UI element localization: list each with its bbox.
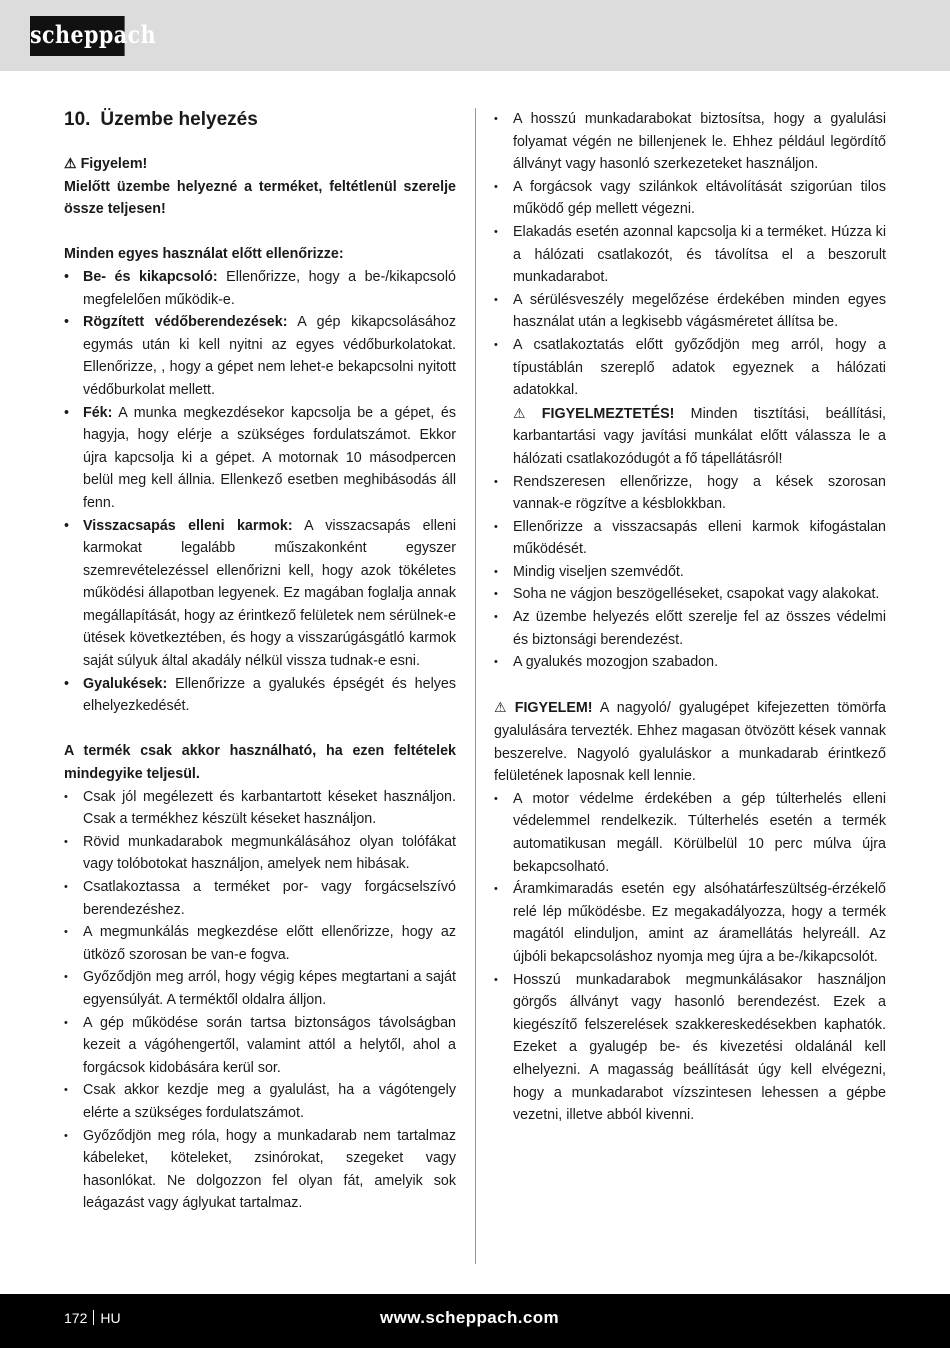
warning-text: Mielőtt üzembe helyezné a terméket, feltétlenül szerelje össze teljesen! — [64, 178, 456, 218]
list-item: • Az üzembe helyezés előtt szerelje fel az összes védelmi és biztonsági berendezést. — [494, 606, 886, 651]
page-indicator — [64, 1310, 121, 1326]
warning-triangle-icon: ⚠ — [64, 155, 77, 171]
left-column — [64, 108, 456, 1215]
list-item — [64, 402, 456, 515]
list-item: • A hosszú munkadarabokat biztosítsa, hogy a gyalulási folyamat végén ne billenjenek le. Ehhez például legördítő állványt vagy hasonló szerkezeteket használjon. — [494, 108, 886, 176]
list-item: • A csatlakoztatás előtt győződjön meg arról, hogy a típustáblán szereplő adatok egyeznek a hálózati adatokkal. — [494, 334, 886, 402]
item-label: Be- és kikapcsoló: — [83, 268, 218, 285]
check-list — [64, 266, 456, 718]
list-item: • A megmunkálás megkezdése előtt ellenőrizze, hogy az ütköző szorosan be van-e fogva. — [64, 921, 456, 966]
list-item: • Áramkimaradás esetén egy alsóhatárfeszültség-érzékelő relé lép működésbe. Ez megakadályozza, hogy a termék magától elinduljon, amint az áramellátás helyreáll. Az újbóli bekapcsoláshoz nyomja meg újra a be-/kikapcsolót. — [494, 878, 886, 968]
list-item: • Hosszú munkadarabok megmunkálásakor használjon görgős állványt vagy hasonló berendezést. Ezek a kiegészítő felszerelések szakkereskedésekben kaphatók. Ezeket a gyalugép be- és kivezetési oldalánál kell elhelyezni. A magasság beállítását úgy kell elvégezni, hogy a munkadarabot vízszintesen lehessen a gépbe vezetni, illetve abból kivenni. — [494, 969, 886, 1127]
list-item: • Győződjön meg róla, hogy a munkadarab nem tartalmaz kábeleket, köteleket, zsinórokat, szegeket vagy hasonlókat. Ne dolgozzon fel olyan fát, amelyik sok leágazást vagy áglyukat tartalmaz. — [64, 1125, 456, 1215]
item-label: Visszacsapás elleni karmok: — [83, 517, 293, 534]
list-item: • Csatlakoztassa a terméket por- vagy forgácselszívó berendezéshez. — [64, 876, 456, 921]
caution-label: FIGYELMEZTETÉS! — [541, 405, 675, 422]
list-item: • Elakadás esetén azonnal kapcsolja ki a terméket. Húzza ki a hálózati csatlakozót, és távolítsa el a beszorult munkadarabot. — [494, 221, 886, 289]
list-item: • A gyalukés mozogjon szabadon. — [494, 651, 886, 674]
spacer — [64, 718, 456, 741]
list-item: • A forgácsok vagy szilánkok eltávolítását szigorúan tilos működő gép mellett végezni. — [494, 176, 886, 221]
list-item: • Ellenőrizze a visszacsapás elleni karmok kifogástalan működését. — [494, 516, 886, 561]
column-divider — [475, 108, 476, 1264]
list-item: • Csak akkor kezdje meg a gyalulást, ha a vágótengely elérte a szükséges fordulatszámot. — [64, 1079, 456, 1124]
check-heading: Minden egyes használat előtt ellenőrizze: — [64, 246, 344, 263]
notice-text: A nagyoló/ gyalugépet kifejezetten tömörfa gyalulására tervezték. Ehhez magasan ötvözött kések vannak beszerelve. Nagyoló gyaluláskor a munkadarab érintkező felületének laposnak kell lennie. — [494, 700, 886, 785]
item-text: A munka megkezdésekor kapcsolja be a gépet, és hagyja, hogy elérje a szükséges fordulatszámot. Ekkor újra kapcsolja ki a gépet. A motornak 10 másodpercen belül meg kell állnia. Ellenkező esetben meghibásodás áll fenn. — [83, 404, 456, 511]
language-code: HU — [100, 1310, 121, 1326]
item-text: Ellenőrizze a gyalukés épségét és helyes elhelyezkedését. — [83, 675, 456, 715]
brand-logo: scheppach — [30, 16, 125, 56]
item-text: A gép kikapcsolásához egymás után ki kell nyitni az egyes védőburkolatokat. Ellenőrizze, , hogy a gépet nem lehet-e bekapcsolni nyitott védőburkolat mellett. — [83, 314, 456, 398]
list-item: • Mindig viseljen szemvédőt. — [494, 561, 886, 584]
spacer — [64, 221, 456, 244]
safety-list-a — [494, 108, 886, 402]
list-item: • Győződjön meg arról, hogy végig képes megtartani a saját egyensúlyát. A terméktől oldalra álljon. — [64, 966, 456, 1011]
list-item: • A motor védelme érdekében a gép túlterhelés elleni védelemmel rendelkezik. Túlterhelés esetén a termék automatikusan megáll. Körülbelül 10 perc múlva újra bekapcsolható. — [494, 788, 886, 878]
safety-list-b — [494, 471, 886, 674]
warning-triangle-icon: ⚠ — [494, 699, 511, 716]
notice-paragraph — [494, 696, 886, 787]
item-label: Fék: — [83, 404, 113, 421]
page-separator — [93, 1310, 94, 1325]
list-item: • Csak jól megélezett és karbantartott késeket használjon. Csak a termékhez készült késeket használjon. — [64, 786, 456, 831]
notice-label: FIGYELEM! — [514, 700, 593, 717]
list-item: • Rövid munkadarabok megmunkálásához olyan tolófákat vagy tolóbotokat használjon, amelyek nem hibásak. — [64, 831, 456, 876]
list-item: • A gép működése során tartsa biztonságos távolságban kezeit a vágóhengertől, valamint attól a helytől, ahol a forgácsok kidobására kerül sor. — [64, 1012, 456, 1080]
section-number: 10. — [64, 109, 91, 130]
list-item — [64, 266, 456, 311]
right-column — [494, 108, 886, 1127]
page-header — [0, 0, 950, 71]
item-label: Gyalukések: — [83, 675, 168, 692]
section-title-text: Üzembe helyezés — [100, 109, 258, 130]
warning-heading — [64, 152, 456, 176]
item-text: A visszacsapás elleni karmokat legalább műszakonként egyszer szemrevételezéssel ellenőrizni kell, hogy azok tökéletes működési állapotban legyenek. Ez magában foglalja annak megállapítását, hogy az érintkező felületek nem sérülnek-e ütések következtében, és hogy a visszarúgásgátló karmok saját súlyuk által akadály nélkül vissza tudnak-e esni. — [83, 517, 456, 670]
page-footer — [0, 1294, 950, 1348]
condition-list — [64, 786, 456, 1215]
website-link[interactable]: www.scheppach.com — [380, 1308, 560, 1327]
section-title — [64, 108, 456, 132]
list-item: • Rendszeresen ellenőrizze, hogy a kések szorosan vannak-e rögzítve a késblokkban. — [494, 471, 886, 516]
safety-list-c — [494, 788, 886, 1127]
condition-heading: A termék csak akkor használható, ha ezen feltételek mindegyike teljesül. — [64, 743, 456, 783]
list-item — [64, 673, 456, 718]
caution-text: Minden tisztítási, beállítási, karbantartási vagy javítási munkálat előtt válassza le a hálózati csatlakozódugót a fő tápellátásról! — [513, 405, 886, 467]
spacer — [494, 674, 886, 697]
item-text: Ellenőrizze, hogy a be-/kikapcsoló megfelelően működik-e. — [83, 268, 456, 308]
warning-triangle-icon: ⚠ — [513, 404, 538, 421]
list-item — [64, 311, 456, 401]
list-item: • A sérülésveszély megelőzése érdekében minden egyes használat után a legkisebb vágásméretet állítsa be. — [494, 289, 886, 334]
caution-note — [494, 402, 886, 471]
list-item — [64, 515, 456, 673]
list-item: • Soha ne vágjon beszögelléseket, csapokat vagy alakokat. — [494, 583, 886, 606]
page-number: 172 — [64, 1310, 88, 1326]
item-label: Rögzített védőberendezések: — [83, 314, 288, 331]
warning-heading-text: Figyelem! — [80, 156, 148, 172]
